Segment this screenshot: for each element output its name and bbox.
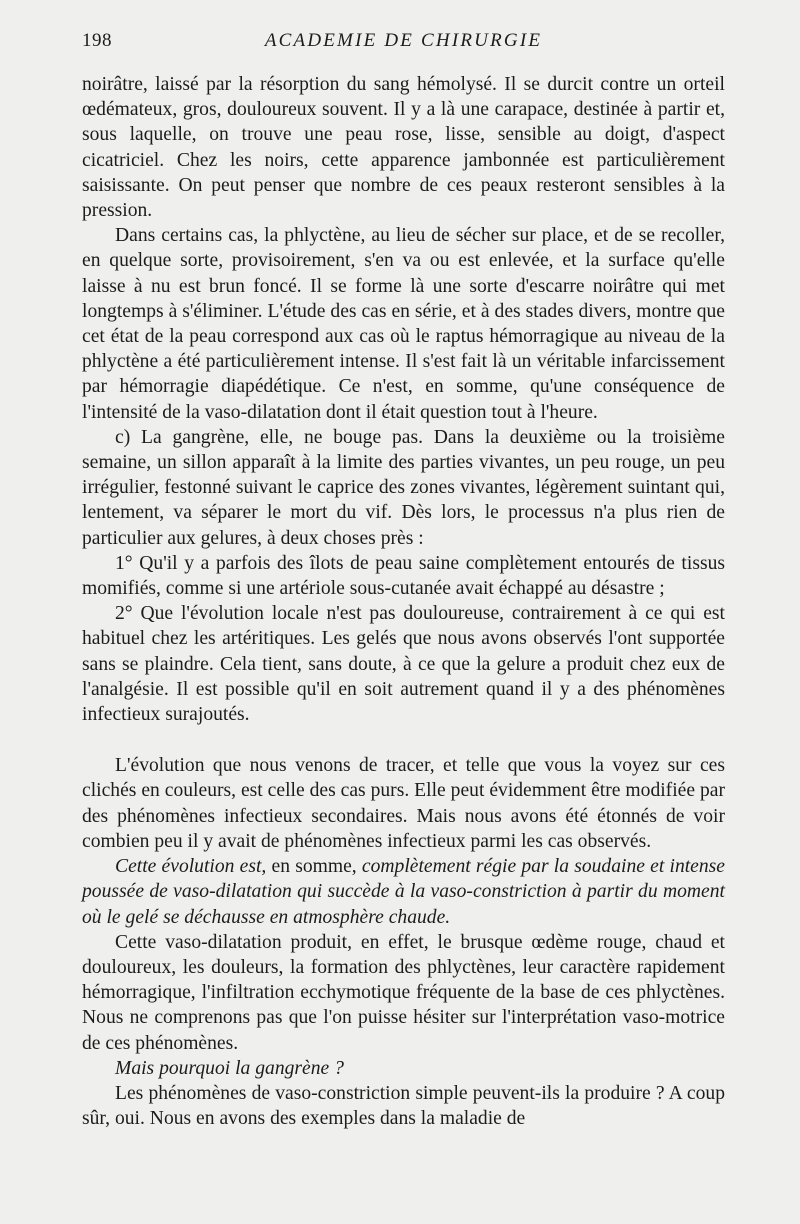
paragraph: Les phénomènes de vaso-constriction simple peuvent-ils la produire ? A coup sûr, oui. Nous en avons des exemples dans la maladie de <box>82 1082 725 1130</box>
paragraph: Cette vaso-dilatation produit, en effet, le brusque œdème rouge, chaud et douloureux, les douleurs, la formation des phlyctènes, leur caractère rapidement hémorragique, l'infiltration ecchymotique fréquente de la base de ces phlyctènes. Nous ne comprenons pas que l'on puisse hésiter sur l'interprétation vaso-motrice de ces phénomènes. <box>82 931 725 1054</box>
roman-span: en somme, <box>266 856 362 878</box>
question-heading: Mais pourquoi la gangrène ? <box>115 1057 344 1079</box>
paragraph: Dans certains cas, la phlyctène, au lieu de sécher sur place, et de se recoller, en quelque sorte, provisoirement, s'en va ou est enlevée, et la surface qu'elle laisse à nu est brun foncé. Il se forme là une sorte d'escarre noirâtre qui met longtemps à s'éliminer. L'étude des cas en série, et à des stades divers, montre que cet état de la peau correspond aux cas où le raptus hémorragique au niveau de la phlyctène a été particulièrement intense. Il s'est fait là un véritable infarcissement par hémorragie diapédétique. Ce n'est, en somme, qu'une conséquence de l'intensité de la vaso-dilatation dont il était question tout à l'heure. <box>82 225 725 423</box>
italic-span: complètement régie par la soudaine et intense poussée de vaso-dilatation qui succède à la vaso-constriction à partir du moment où le gelé se déchausse en atmosphère chaude. <box>82 856 725 928</box>
running-title: ACADEMIE DE CHIRURGIE <box>264 30 543 51</box>
page-header <box>82 30 725 56</box>
page-number: 198 <box>82 30 112 51</box>
paragraph: c) La gangrène, elle, ne bouge pas. Dans la deuxième ou la troisième semaine, un sillon apparaît à la limite des parties vivantes, un peu rouge, un peu irrégulier, festonné suivant le caprice des zones vivantes, légèrement suintant qui, lentement, va séparer le mort du vif. Dès lors, le processus n'a plus rien de particulier aux gelures, à deux choses près : <box>82 426 725 549</box>
paragraph: noirâtre, laissé par la résorption du sang hémolysé. Il se durcit contre un orteil œdémateux, gros, douloureux souvent. Il y a là une carapace, destinée à partir et, sous laquelle, on trouve une peau rose, lisse, sensible au doigt, d'aspect cicatriciel. Chez les noirs, cette apparence jambonnée est particulièrement saisissante. On peut penser que nombre de ces peaux resteront sensibles à la pression. <box>82 74 725 222</box>
paragraph: L'évolution que nous venons de tracer, et telle que vous la voyez sur ces clichés en couleurs, est celle des cas purs. Elle peut évidemment être modifiée par des phénomènes infectieux secondaires. Mais nous avons été étonnés de voir combien peu il y avait de phénomènes infectieux parmi les cas observés. <box>82 755 725 852</box>
body-text <box>82 72 725 1131</box>
paragraph-italic <box>82 854 725 930</box>
italic-span: Cette évolution est, <box>115 856 267 878</box>
paragraph: 1° Qu'il y a parfois des îlots de peau saine complètement entourés de tissus momifiés, comme si une artériole sous-cutanée avait échappé au désastre ; <box>82 552 725 600</box>
paragraph: 2° Que l'évolution locale n'est pas douloureuse, contrairement à ce qui est habituel chez les artéritiques. Les gelés que nous avons observés l'ont supportée sans se plaindre. Cela tient, sans doute, à ce que la gelure a produit chez eux de l'analgésie. Il est possible qu'il en soit autrement quand il y a des phénomènes infectieux surajoutés. <box>82 603 725 726</box>
